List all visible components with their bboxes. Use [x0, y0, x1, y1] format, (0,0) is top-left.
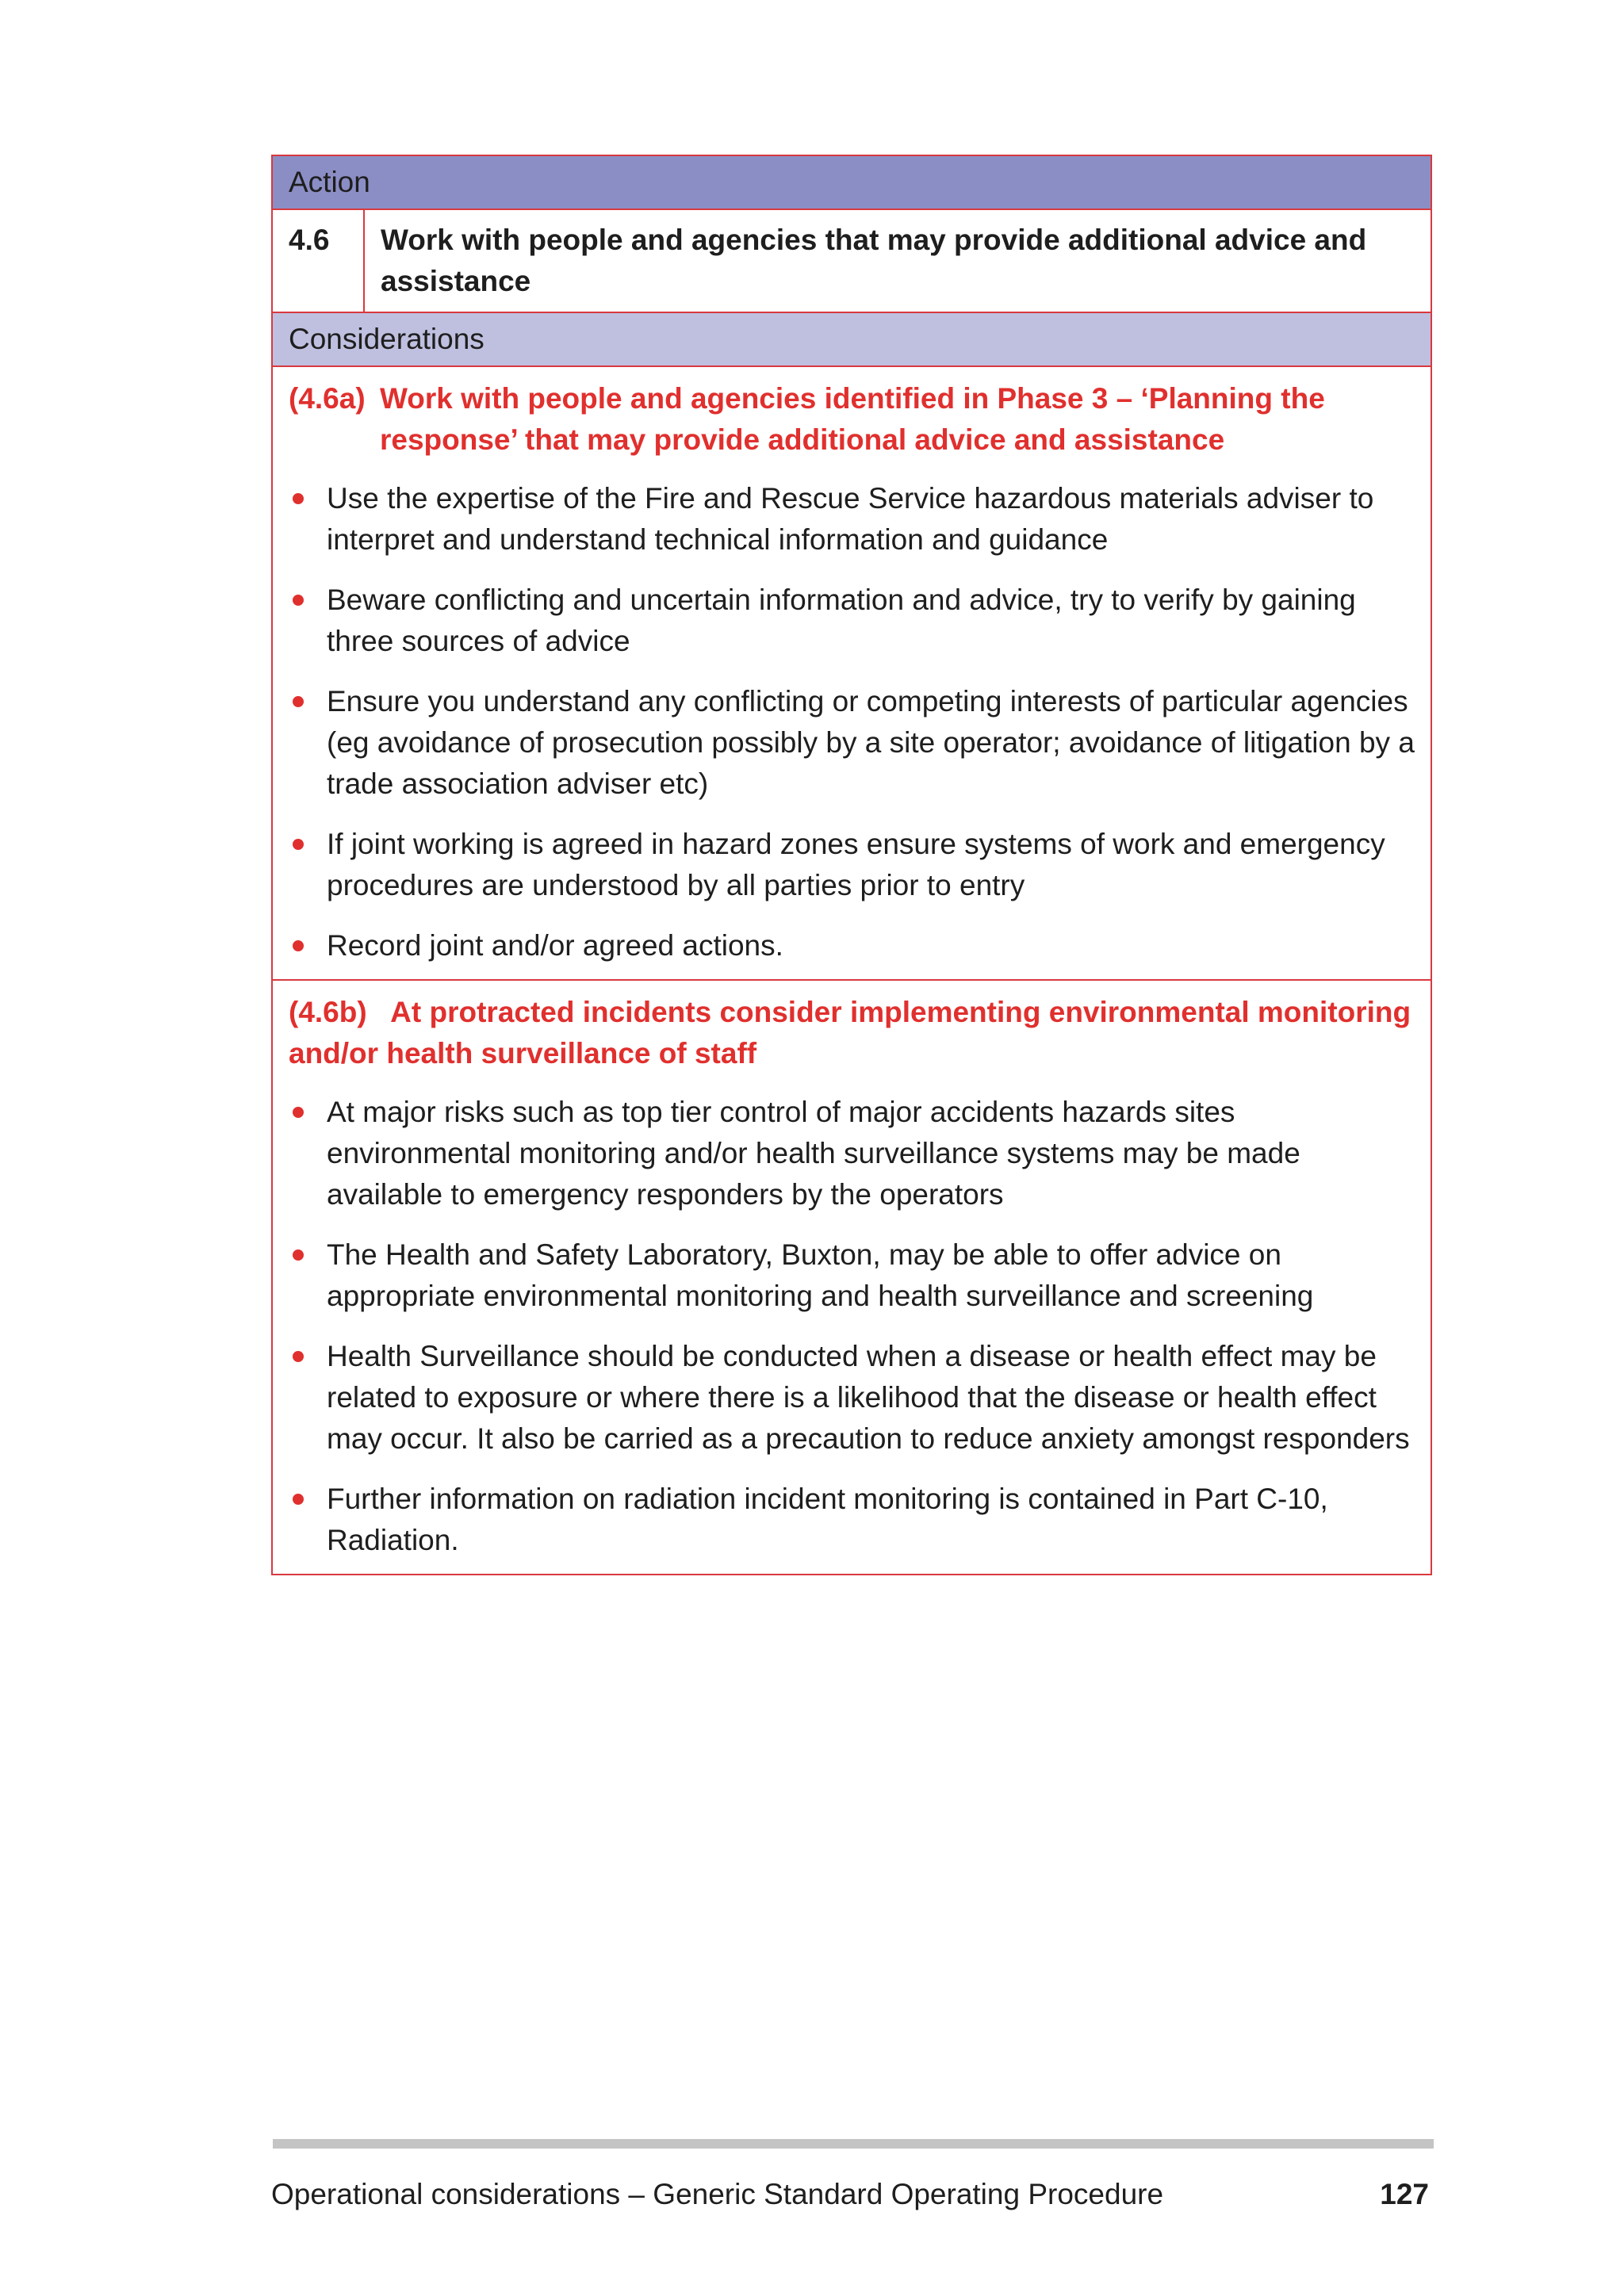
list-item: [289, 1336, 1415, 1460]
list-item-text: Health Surveillance should be conducted when a disease or health effect may be related to exposure or where there is a likelihood that the disease or health effect may occur. It also be carried as a precaution to reduce anxiety amongst responders: [327, 1340, 1410, 1455]
consideration-4-6a: [273, 367, 1431, 979]
bullet-dot-icon: [293, 1494, 304, 1505]
list-item: [289, 925, 1415, 966]
list-item-text: If joint working is agreed in hazard zones ensure systems of work and emergency procedures are understood by all parties prior to entry: [327, 828, 1385, 901]
bullet-dot-icon: [293, 696, 304, 707]
list-item-text: Record joint and/or agreed actions.: [327, 929, 783, 962]
list-item: [289, 1092, 1415, 1215]
list-item: [289, 580, 1415, 662]
bullet-dot-icon: [293, 1249, 304, 1261]
consideration-title: Work with people and agencies identified in Phase 3 – ‘Planning the response’ that may provide additional advice and assistance: [380, 382, 1325, 456]
footer-rule: [273, 2139, 1434, 2149]
list-item: [289, 478, 1415, 561]
consideration-id: (4.6a): [289, 382, 366, 415]
sop-table: [271, 155, 1432, 1575]
action-header-row: [273, 156, 1431, 210]
action-text: Work with people and agencies that may provide additional advice and assistance: [381, 224, 1367, 297]
considerations-header-label: Considerations: [289, 323, 485, 355]
action-number: 4.6: [273, 210, 365, 312]
list-item: [289, 1234, 1415, 1317]
bullet-dot-icon: [293, 1107, 304, 1118]
bullet-list: [289, 1092, 1415, 1561]
considerations-header-row: [273, 313, 1431, 367]
action-row: [273, 210, 1431, 313]
footer-title: Operational considerations – Generic Standard Operating Procedure: [271, 2178, 1164, 2210]
list-item-text: Ensure you understand any conflicting or competing interests of particular agencies (eg avoidance of prosecution possibly by a site operator; avoidance of litigation by a trade association adviser etc): [327, 685, 1415, 800]
list-item-text: Use the expertise of the Fire and Rescue Service hazardous materials adviser to interpret and understand technical information and guidance: [327, 482, 1374, 556]
bullet-dot-icon: [293, 1351, 304, 1362]
consideration-id: (4.6b): [289, 996, 384, 1028]
list-item: [289, 681, 1415, 805]
list-item-text: At major risks such as top tier control of major accidents hazards sites environmental monitoring and/or health surveillance systems may be made available to emergency responders by the operators: [327, 1096, 1300, 1211]
list-item: [289, 1479, 1415, 1561]
action-header-label: Action: [289, 166, 370, 198]
consideration-title: At protracted incidents consider implementing environmental monitoring and/or health surveillance of staff: [289, 996, 1411, 1070]
list-item-text: Beware conflicting and uncertain information and advice, try to verify by gaining three sources of advice: [327, 584, 1356, 657]
consideration-heading: [289, 992, 1415, 1074]
consideration-4-6b: [273, 979, 1431, 1574]
bullet-dot-icon: [293, 595, 304, 606]
list-item-text: The Health and Safety Laboratory, Buxton, may be able to offer advice on appropriate environmental monitoring and health surveillance and screening: [327, 1238, 1314, 1312]
bullet-dot-icon: [293, 839, 304, 850]
bullet-dot-icon: [293, 493, 304, 504]
list-item: [289, 824, 1415, 906]
page-number: 127: [1380, 2178, 1429, 2210]
bullet-dot-icon: [293, 940, 304, 951]
list-item-text: Further information on radiation incident monitoring is contained in Part C-10, Radiation.: [327, 1483, 1328, 1556]
consideration-heading: [289, 378, 1415, 461]
bullet-list: [289, 478, 1415, 966]
